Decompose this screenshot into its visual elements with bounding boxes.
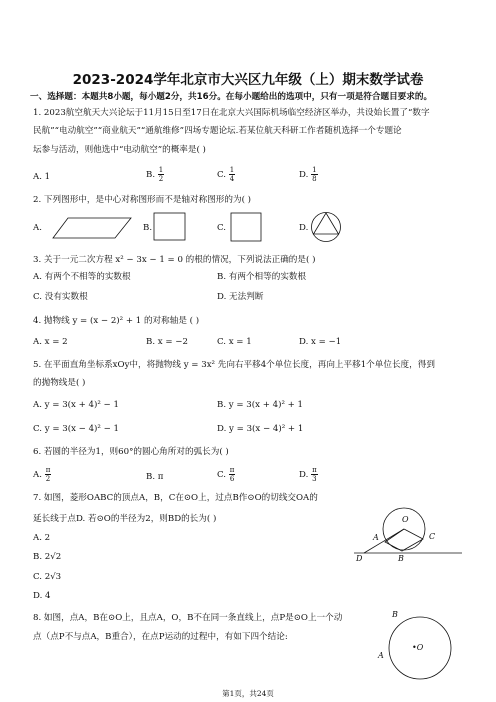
q2-stem: 2. 下列图形中，是中心对称图形而不是轴对称图形的为( ) [33, 195, 252, 205]
q1-option-d: D. $\frac{1}{8}$ [299, 166, 317, 183]
q8-label-o: •O [412, 643, 424, 652]
q4-option-c: C. x = 1 [217, 337, 252, 347]
q8-label-b: B [392, 610, 398, 619]
q5-option-d: D. y = 3(x − 4)² + 1 [217, 424, 304, 434]
square-figure [230, 212, 264, 242]
q5-option-a: A. y = 3(x + 4)² − 1 [33, 400, 119, 410]
q1-option-a: A. 1 [33, 172, 51, 182]
q2-option-c: C. [217, 223, 227, 233]
reuleaux-triangle-figure [310, 211, 342, 243]
q7-label-b: B [398, 554, 404, 563]
q2-option-a: A. [33, 223, 42, 233]
parallelogram-figure [52, 217, 132, 239]
q7-label-d: D [356, 554, 363, 563]
q7-label-a: A [373, 533, 379, 542]
q3-option-a: A. 有两个不相等的实数根 [33, 272, 131, 282]
q6-option-d: D. $\frac{\pi}{3}$ [299, 466, 317, 483]
q7-option-a: A. 2 [33, 533, 51, 543]
q6-option-b: B. π [146, 472, 164, 482]
q7-label-o: O [402, 515, 409, 524]
q5-line2: 的抛物线是( ) [33, 378, 86, 388]
q6-option-a: A. $\frac{\pi}{2}$ [33, 466, 51, 483]
q3-option-d: D. 无法判断 [217, 292, 264, 302]
q8-line2: 点（点P不与点A，B重合），在点P运动的过程中，有如下四个结论: [33, 632, 288, 642]
q5-option-b: B. y = 3(x + 4)² + 1 [217, 400, 304, 410]
q6-stem: 6. 若圆的半径为1，则60°的圆心角所对的弧长为( ) [33, 447, 229, 457]
q7-label-c: C [429, 532, 436, 541]
q2-option-d: D. [299, 223, 309, 233]
q4-option-d: D. x = −1 [299, 337, 342, 347]
q8-line1: 8. 如图，点A，B在⊙O上，且点A，O，B不在同一条直线上，点P是⊙O上一个动 [33, 613, 343, 623]
q3-option-c: C. 没有实数根 [33, 292, 88, 302]
q7-option-b: B. 2√2 [33, 552, 62, 562]
q1-line3: 坛参与活动，则他选中“电动航空”的概率是( ) [33, 145, 206, 155]
q1-option-b: B. $\frac{1}{2}$ [146, 166, 164, 183]
q1-line2: 民航”“电动航空”“商业航天”“通航维修”四场专题论坛.若某位航天科研工作者随机选择一个专题论 [33, 126, 402, 136]
page-footer: 第1页，共24页 [222, 689, 274, 698]
q1-option-c: C. $\frac{1}{4}$ [217, 166, 235, 183]
page-title: 2023-2024学年北京市大兴区九年级（上）期末数学试卷 [72, 72, 424, 88]
q5-line1: 5. 在平面直角坐标系xOy中，将抛物线 y = 3x² 先向右平移4个单位长度，再向上平移1个单位长度，得到 [33, 360, 435, 370]
q1-line1: 1. 2023航空航天大兴论坛于11月15日至17日在北京大兴国际机场临空经济区举办，共设始长置了“数字 [33, 108, 430, 118]
q5-option-c: C. y = 3(x − 4)² − 1 [33, 424, 119, 434]
q8-label-a: A [378, 651, 384, 660]
q2-option-b: B. [143, 223, 153, 233]
q3-option-b: B. 有两个相等的实数根 [217, 272, 307, 282]
q3-stem: 3. 关于一元二次方程 x² − 3x − 1 = 0 的根的情况，下列说法正确的是( ) [33, 255, 316, 265]
q4-option-b: B. x = −2 [146, 337, 188, 347]
q7-line2: 延长线于点D. 若⊙O的半径为2，则BD的长为( ) [33, 514, 217, 524]
section-heading: 一、选择题：本题共8小题，每小题2分，共16分。在每小题给出的选项中，只有一项是符合题目要求的。 [30, 92, 433, 102]
q7-option-c: C. 2√3 [33, 572, 62, 582]
rectangle-figure [153, 212, 187, 242]
q7-line1: 7. 如图，菱形OABC的顶点A，B，C在⊙O上，过点B作⊙O的切线交OA的 [33, 493, 318, 503]
q7-option-d: D. 4 [33, 591, 51, 601]
q4-option-a: A. x = 2 [33, 337, 68, 347]
q6-option-c: C. $\frac{\pi}{6}$ [217, 466, 235, 483]
q4-stem: 4. 抛物线 y = (x − 2)² + 1 的对称轴是 ( ) [33, 316, 200, 326]
